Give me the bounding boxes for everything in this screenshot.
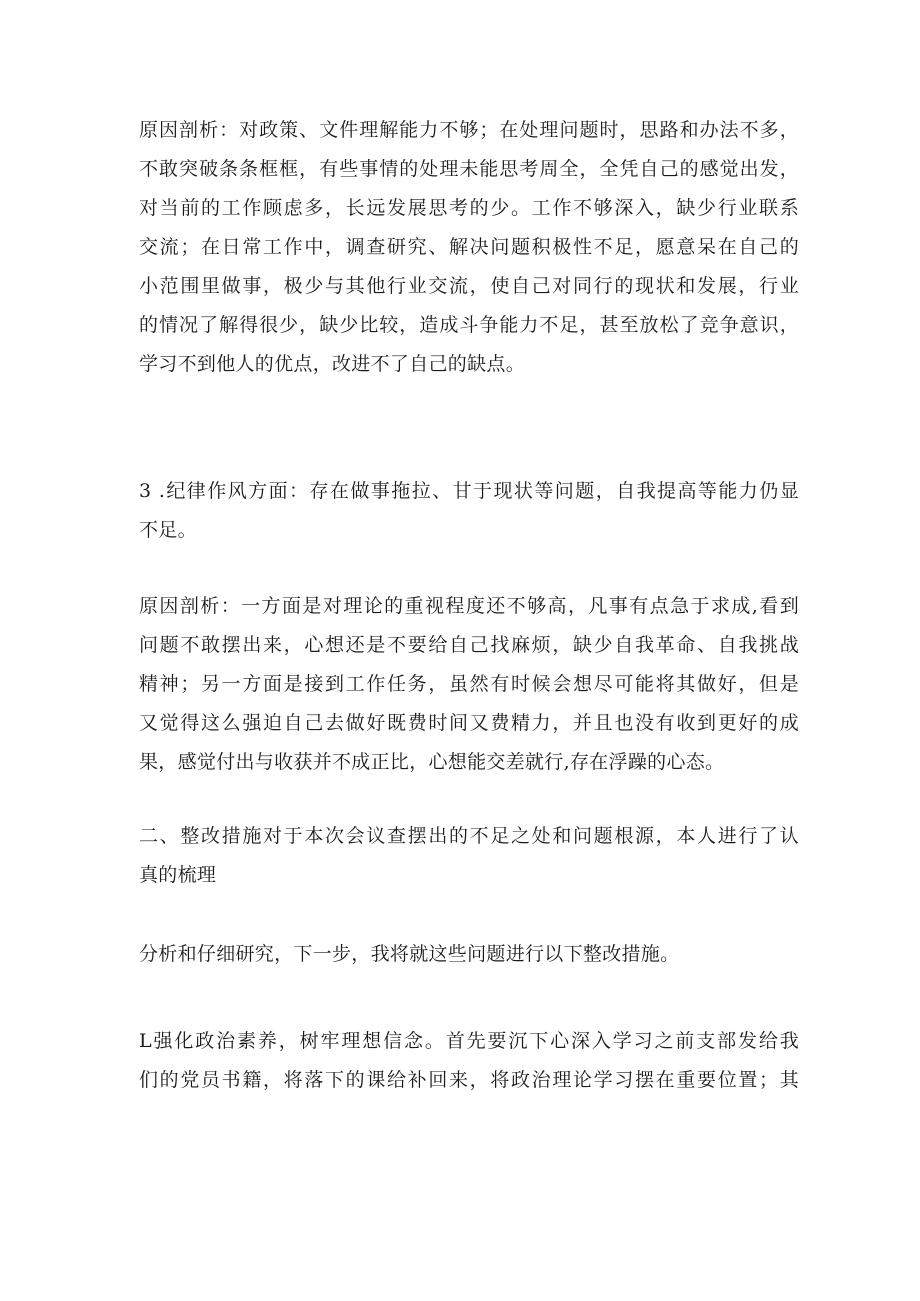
paragraph-political-literacy	[139, 1022, 799, 1100]
text-line: 对当前的工作顾虑多，长远发展思考的少。工作不够深入，缺少行业联系	[139, 197, 799, 219]
text-line: 不敢突破条条框框，有些事情的处理未能思考周全，全凭自己的感觉出发，	[139, 158, 799, 180]
text-line: 的情况了解得很少，缺少比较，造成斗争能力不足，甚至放松了竞争意识，	[139, 314, 799, 336]
text-line: 问题不敢摆出来，心想还是不要给自己找麻烦，缺少自我革命、自我挑战	[139, 634, 799, 656]
paragraph-analysis-research	[139, 935, 799, 974]
paragraph-cause-analysis-2	[139, 587, 799, 782]
text-line: 果，感觉付出与收获并不成正比，心想能交差就行,存在浮躁的心态。	[139, 751, 725, 773]
text-line: 小范围里做事，极少与其他行业交流，使自己对同行的现状和发展，行业	[139, 275, 799, 297]
text-line: 二、整改措施对于本次会议查摆出的不足之处和问题根源，本人进行了认	[139, 825, 799, 847]
text-line: 交流；在日常工作中，调查研究、解决问题积极性不足，愿意呆在自己的	[139, 236, 799, 258]
text-line: 原因剖析：对政策、文件理解能力不够；在处理问题时，思路和办法不多，	[139, 119, 799, 141]
text-line: 又觉得这么强迫自己去做好既费时间又费精力，并且也没有收到更好的成	[139, 712, 799, 734]
text-line: 原因剖析：一方面是对理论的重视程度还不够高，凡事有点急于求成,看到	[139, 595, 799, 617]
paragraph-discipline-style	[139, 472, 799, 550]
text-line: 真的梳理	[139, 864, 217, 886]
paragraph-rectification-heading	[139, 817, 799, 895]
text-line: 不足。	[139, 519, 197, 541]
paragraph-cause-analysis-1	[139, 111, 799, 384]
text-line: 学习不到他人的优点，改进不了自己的缺点。	[139, 353, 526, 375]
text-line: 们的党员书籍，将落下的课给补回来，将政治理论学习摆在重要位置；其	[139, 1069, 799, 1091]
text-line: 分析和仔细研究，下一步，我将就这些问题进行以下整改措施。	[139, 943, 680, 965]
text-line: 3 .纪律作风方面：存在做事拖拉、甘于现状等问题，自我提高等能力仍显	[139, 480, 799, 502]
text-line: L强化政治素养，树牢理想信念。首先要沉下心深入学习之前支部发给我	[139, 1030, 799, 1052]
text-line: 精神；另一方面是接到工作任务，虽然有时候会想尽可能将其做好，但是	[139, 673, 799, 695]
